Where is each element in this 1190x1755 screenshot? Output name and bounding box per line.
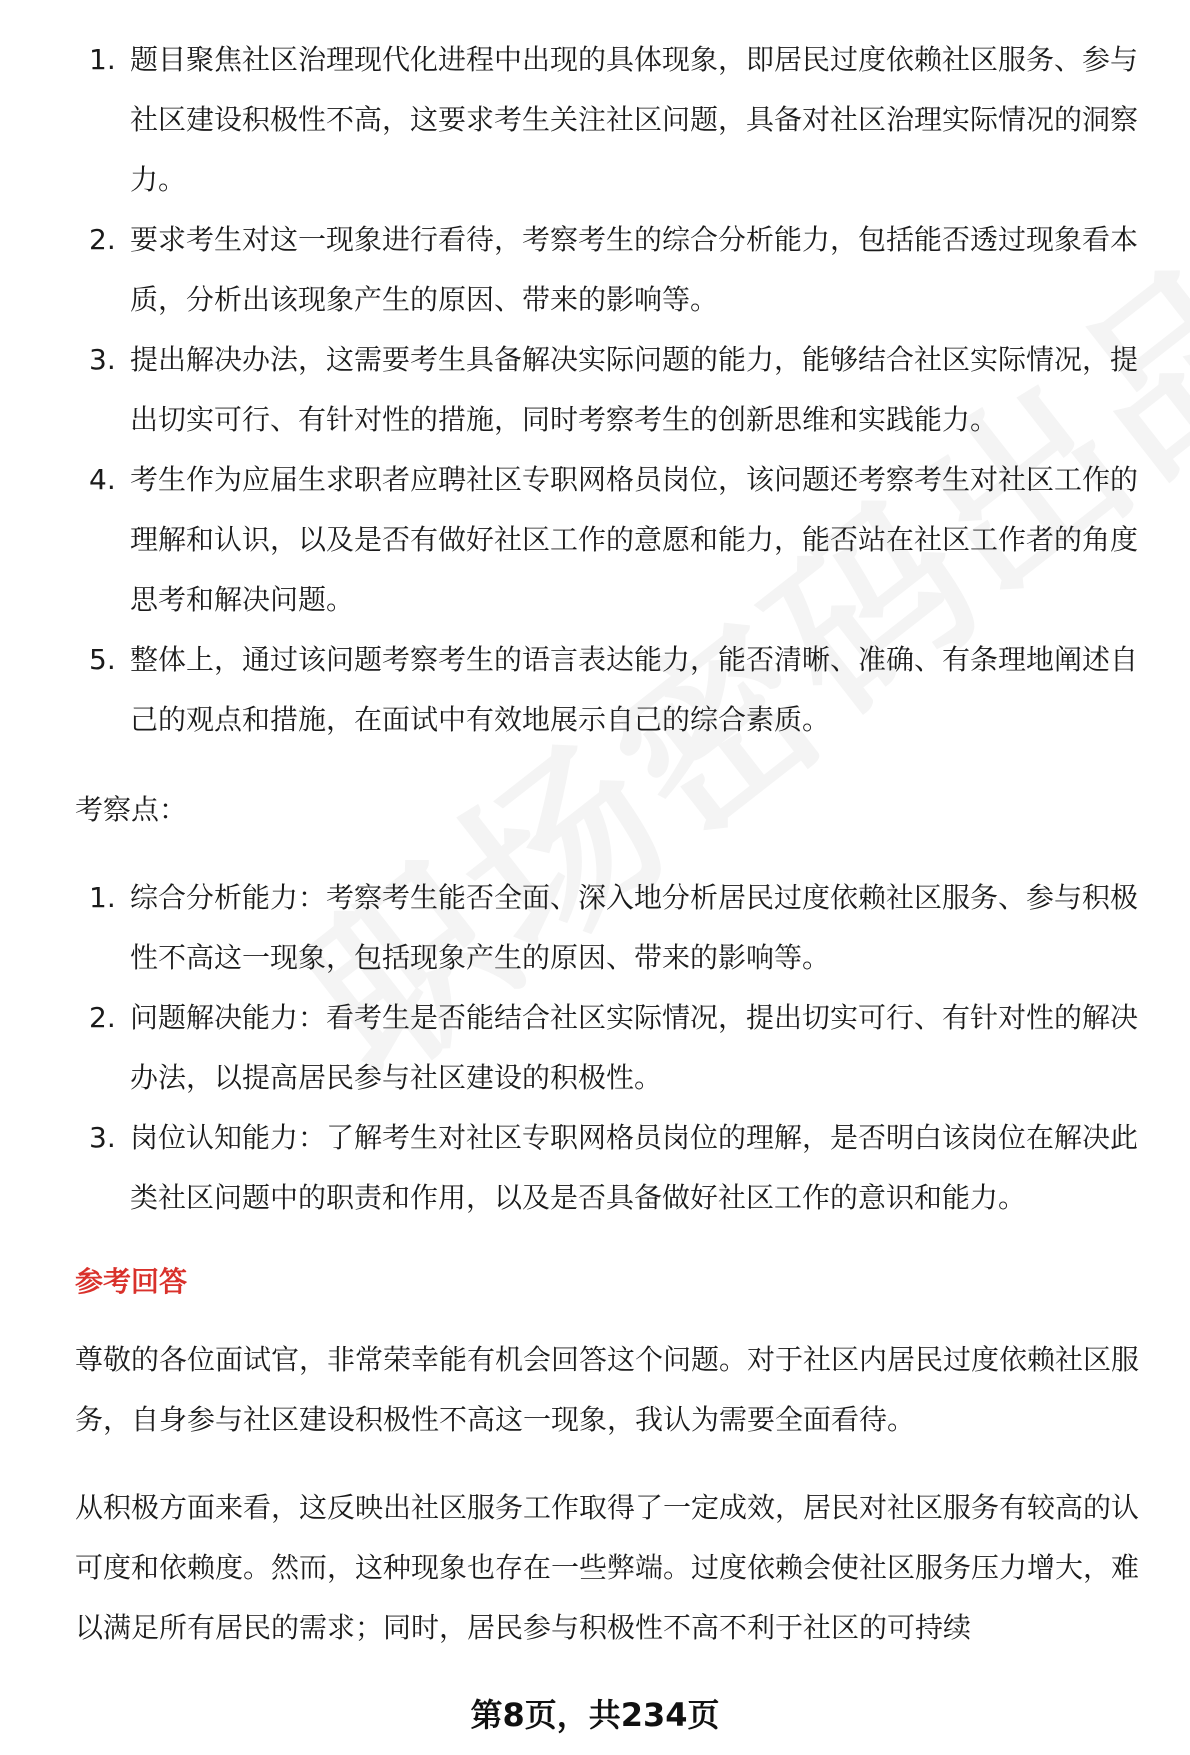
analysis-list <box>75 30 1155 750</box>
list-text: 整体上，通过该问题考察考生的语言表达能力，能否清晰、准确、有条理地阐述自己的观点和措施，在面试中有效地展示自己的综合素质。 <box>130 643 1139 736</box>
list-text: 题目聚焦社区治理现代化进程中出现的具体现象，即居民过度依赖社区服务、参与社区建设积极性不高，这要求考生关注社区问题，具备对社区治理实际情况的洞察力。 <box>130 43 1139 196</box>
answer-paragraph: 尊敬的各位面试官，非常荣幸能有机会回答这个问题。对于社区内居民过度依赖社区服务，自身参与社区建设积极性不高这一现象，我认为需要全面看待。 <box>75 1343 1140 1436</box>
exam-points-list <box>75 868 1155 1228</box>
page-footer: 第8页，共234页 <box>470 1696 720 1734</box>
list-text: 要求考生对这一现象进行看待，考察考生的综合分析能力，包括能否透过现象看本质，分析出该现象产生的原因、带来的影响等。 <box>130 223 1139 316</box>
list-item <box>75 630 1155 750</box>
section-heading-exam-points: 考察点： <box>75 793 188 826</box>
list-item <box>75 450 1155 630</box>
list-item <box>75 330 1155 450</box>
section-heading-reference-answer: 参考回答 <box>75 1265 188 1298</box>
list-number: 1. <box>89 881 116 914</box>
list-item <box>75 30 1155 210</box>
answer-paragraph: 从积极方面来看，这反映出社区服务工作取得了一定成效，居民对社区服务有较高的认可度和依赖度。然而，这种现象也存在一些弊端。过度依赖会使社区服务压力增大，难以满足所有居民的需求；同时，居民参与积极性不高不利于社区的可持续 <box>75 1491 1140 1644</box>
list-text: 综合分析能力：考察考生能否全面、深入地分析居民过度依赖社区服务、参与积极性不高这一现象，包括现象产生的原因、带来的影响等。 <box>130 881 1139 974</box>
list-number: 4. <box>89 463 116 496</box>
list-number: 2. <box>89 1001 116 1034</box>
list-number: 3. <box>89 343 116 376</box>
list-number: 5. <box>89 643 116 676</box>
list-text: 问题解决能力：看考生是否能结合社区实际情况，提出切实可行、有针对性的解决办法，以提高居民参与社区建设的积极性。 <box>130 1001 1139 1094</box>
list-text: 考生作为应届生求职者应聘社区专职网格员岗位，该问题还考察考生对社区工作的理解和认识，以及是否有做好社区工作的意愿和能力，能否站在社区工作者的角度思考和解决问题。 <box>130 463 1139 616</box>
list-text: 提出解决办法，这需要考生具备解决实际问题的能力，能够结合社区实际情况，提出切实可行、有针对性的措施，同时考察考生的创新思维和实践能力。 <box>130 343 1139 436</box>
list-item <box>75 1108 1155 1228</box>
list-number: 3. <box>89 1121 116 1154</box>
list-item <box>75 988 1155 1108</box>
list-item <box>75 210 1155 330</box>
list-number: 2. <box>89 223 116 256</box>
list-item <box>75 868 1155 988</box>
list-text: 岗位认知能力：了解考生对社区专职网格员岗位的理解，是否明白该岗位在解决此类社区问题中的职责和作用，以及是否具备做好社区工作的意识和能力。 <box>130 1121 1139 1214</box>
list-number: 1. <box>89 43 116 76</box>
